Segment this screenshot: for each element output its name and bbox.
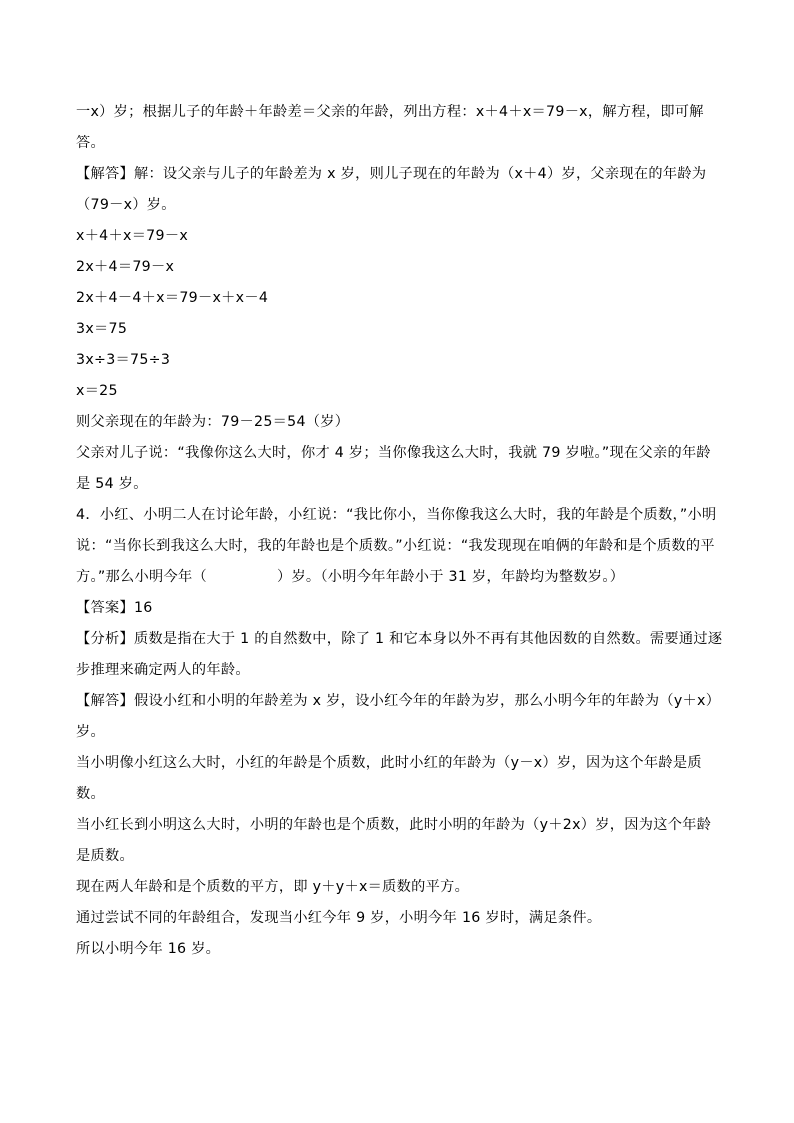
solution-line: 【解答】假设小红和小明的年龄差为 x 岁，设小红今年的年龄为岁，那么小明今年的年龄为（y＋x）岁。 [76, 693, 721, 740]
solution-line: 当小红长到小明这么大时，小明的年龄也是个质数，此时小明的年龄为（y＋2x）岁，因为这个年龄是质数。 [76, 817, 712, 864]
analysis-line: 【分析】质数是指在大于 1 的自然数中，除了 1 和它本身以外不再有其他因数的自然数。需要通过逐步推理来确定两人的年龄。 [76, 631, 723, 678]
document-body [76, 97, 724, 965]
question-text-before: 4．小红、小明二人在讨论年龄，小红说：“我比你小，当你像我这么大时，我的年龄是个质数，”小明说：“当你长到我这么大时，我的年龄也是个质数。”小红说：“我发现现在咱俩的年龄和是个质数的平方。”那么小明今年（ [76, 507, 717, 585]
solution-line: 所以小明今年 16 岁。 [76, 941, 221, 957]
equation-line: 2x＋4－4＋x＝79－x＋x－4 [76, 290, 269, 306]
text-line: 则父亲现在的年龄为：79－25＝54（岁） [76, 414, 350, 430]
question-text-after: ）岁。（小明今年年龄小于 31 岁，年龄均为整数岁。） [276, 569, 625, 585]
answer-line: 【答案】16 [76, 600, 153, 616]
solution-line: 当小明像小红这么大时，小红的年龄是个质数，此时小红的年龄为（y－x）岁，因为这个年龄是质数。 [76, 755, 702, 802]
text-line: 【解答】解：设父亲与儿子的年龄差为 x 岁，则儿子现在的年龄为（x＋4）岁，父亲现在的年龄为（79－x）岁。 [76, 166, 707, 213]
question-4 [76, 500, 724, 593]
solution-line: 通过尝试不同的年龄组合，发现当小红今年 9 岁，小明今年 16 岁时，满足条件。 [76, 910, 602, 926]
equation-line: 3x＝75 [76, 321, 128, 337]
equation-line: 2x＋4＝79－x [76, 259, 175, 275]
solution-line: 现在两人年龄和是个质数的平方，即 y＋y＋x＝质数的平方。 [76, 879, 470, 895]
text-line: 父亲对儿子说：“我像你这么大时，你才 4 岁；当你像我这么大时，我就 79 岁啦。”现在父亲的年龄是 54 岁。 [76, 445, 711, 492]
equation-line: x＝25 [76, 383, 118, 399]
equation-line: 3x÷3＝75÷3 [76, 352, 171, 368]
text-line: 一x）岁；根据儿子的年龄＋年龄差＝父亲的年龄，列出方程：x＋4＋x＝79－x，解方程，即可解答。 [76, 104, 704, 151]
equation-line: x＋4＋x＝79－x [76, 228, 189, 244]
